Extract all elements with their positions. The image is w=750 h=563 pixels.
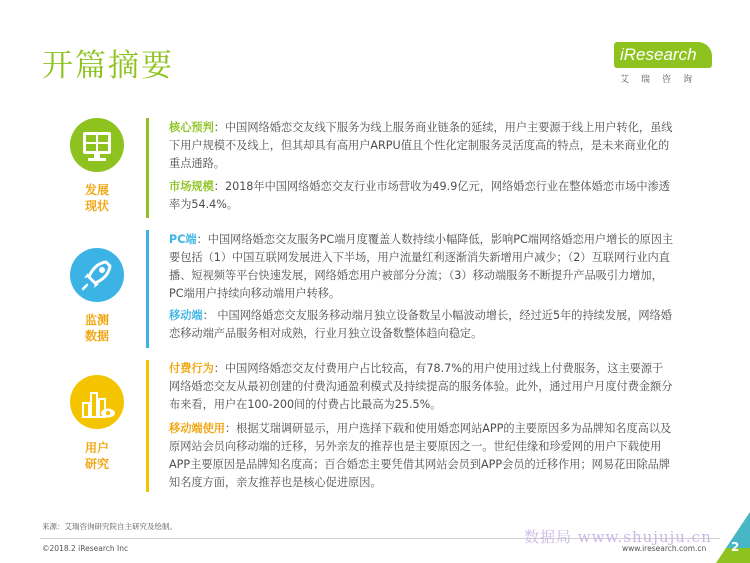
- section-label-monitoring: [76, 312, 118, 344]
- paragraph-pc: [169, 231, 674, 303]
- section-label-user-research: [76, 440, 118, 472]
- page-number: 2: [731, 540, 740, 554]
- keyword-mobile: 移动端: [169, 309, 203, 322]
- keyword-core-prediction: 核心预判: [169, 121, 214, 134]
- section-label-line2: 数据: [84, 329, 109, 343]
- paragraph-text: ：中国网络婚恋交友服务PC端月度覆盖人数持续小幅降低，影响PC端网络婚恋用户增长的原因主要包括（1）中国互联网发展进入下半场，用户流量红利逐渐消失新增用户减少；（2）互联网行业内直播、短视频等平台快速发展，网络婚恋用户被部分分流；（3）移动端服务不断提升产品吸引力增加，PC端用户持续向移动端用户转移。: [169, 233, 674, 300]
- section-label-line2: 研究: [84, 457, 109, 471]
- section-label-line1: 用户: [84, 441, 109, 455]
- page-title: 开篇摘要: [42, 48, 174, 84]
- section-divider-bar: [146, 360, 149, 492]
- paragraph-payment: [169, 360, 674, 414]
- copyright: ©2018.2 iResearch Inc: [42, 544, 129, 553]
- paragraph-market-size: [169, 178, 674, 214]
- section-label-line1: 监测: [84, 313, 109, 327]
- keyword-payment: 付费行为: [169, 362, 214, 375]
- section-divider-bar: [146, 230, 149, 348]
- paragraph-mobile: [169, 307, 674, 343]
- paragraph-text: ：2018年中国网络婚恋交友行业市场营收为49.9亿元，网络婚恋行业在整体婚恋市场中渗透率为54.4%。: [169, 180, 670, 211]
- rocket-icon: [70, 248, 124, 302]
- keyword-mobile-usage: 移动端使用: [169, 422, 225, 435]
- watermark: 数据局 www.shujuju.cn: [524, 528, 712, 546]
- paragraph-text: ： 中国网络婚恋交友服务移动端月独立设备数呈小幅波动增长，经过近5年的持续发展，网络婚恋移动端产品服务相对成熟，行业月独立设备数整体趋向稳定。: [169, 309, 672, 340]
- paragraph-text: ：中国网络婚恋交友线下服务为线上服务商业链条的延续，用户主要源于线上用户转化，虽线下用户规模不及线上，但其却具有高用户ARPU值且个性化定制服务灵活度高的特点，是未来商业化的重点通路。: [169, 121, 673, 170]
- keyword-market-size: 市场规模: [169, 180, 214, 193]
- paragraph-text: ：根据艾瑞调研显示，用户选择下载和使用婚恋网站APP的主要原因多为品牌知名度高以及原网站会员向移动端的迁移，另外亲友的推荐也是主要原因之一。世纪佳缘和珍爱网的用户下载使用APP主要原因是品牌知名度高；百合婚恋主要凭借其网站会员到APP会员的迁移作用；网易花田除品牌知名度方面，亲友推荐也是核心促进原因。: [169, 422, 672, 489]
- section-label-development: [76, 182, 118, 214]
- section-label-line1: 发展: [84, 183, 109, 197]
- bar-chart-eye-icon: [70, 375, 124, 429]
- logo-wordmark: iResearch: [614, 42, 712, 68]
- logo-subtitle: 艾瑞咨询: [620, 75, 705, 85]
- website-link[interactable]: www.iresearch.com.cn: [622, 544, 707, 553]
- keyword-pc: PC端: [169, 233, 197, 246]
- monitor-chart-icon: [70, 118, 124, 172]
- paragraph-core-prediction: [169, 119, 674, 173]
- paragraph-text: ：中国网络婚恋交友付费用户占比较高，有78.7%的用户使用过线上付费服务，这主要源于网络婚恋交友从最初创建的付费沟通盈利模式及持续提高的服务体验。此外，通过用户月度付费金额分布来看，用户在100-200间的付费占比最高为25.5%。: [169, 362, 673, 411]
- iresearch-logo: [614, 40, 718, 88]
- section-divider-bar: [146, 118, 149, 218]
- source-note: 来源：艾瑞咨询研究院自主研究及绘制。: [42, 522, 177, 531]
- paragraph-mobile-usage: [169, 420, 674, 492]
- section-label-line2: 现状: [84, 199, 109, 213]
